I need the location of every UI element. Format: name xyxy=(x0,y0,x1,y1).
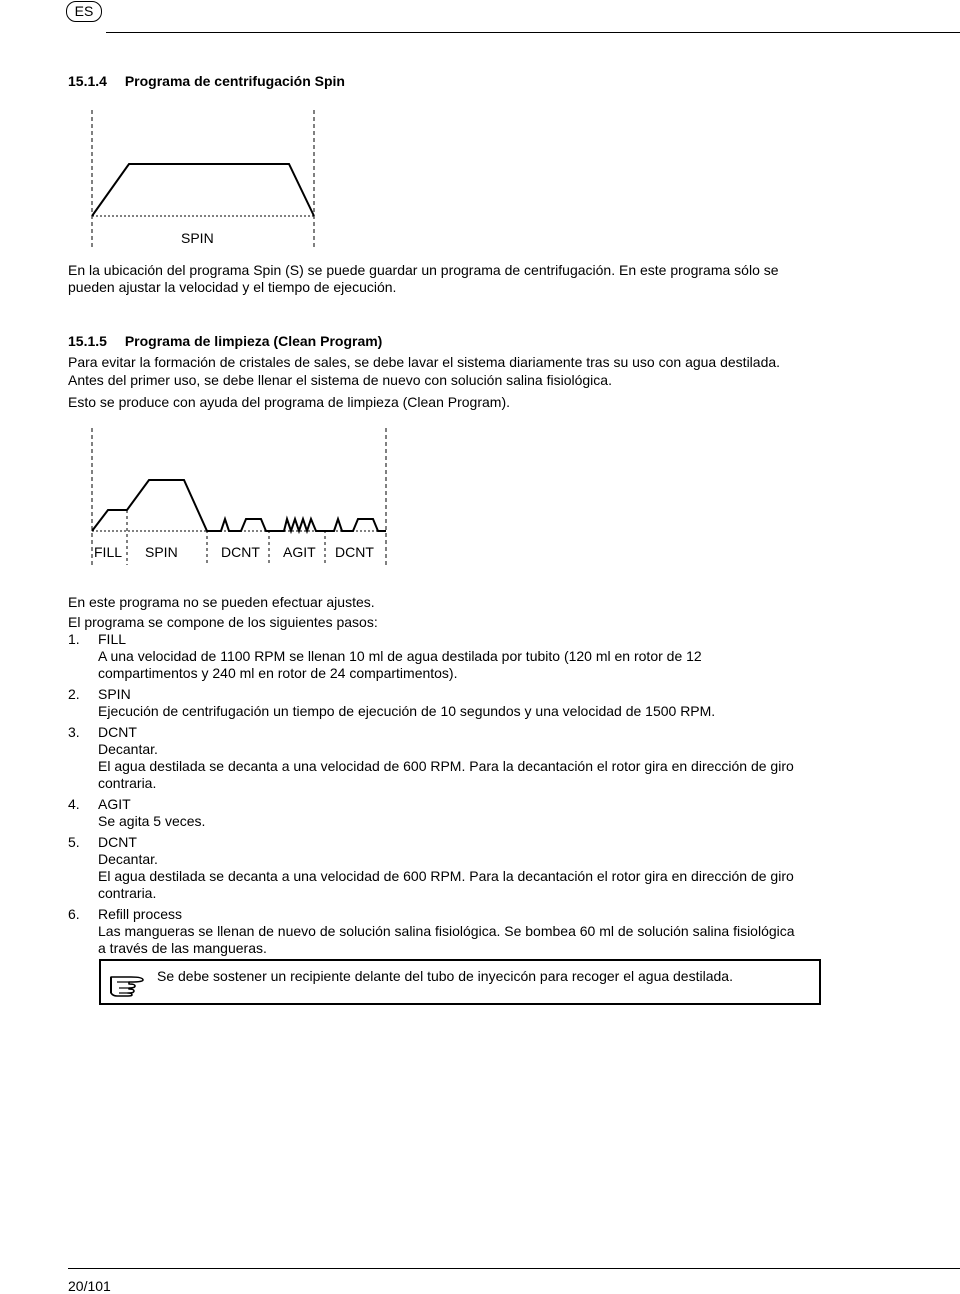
header-rule xyxy=(106,32,960,33)
section-2-line-1: Para evitar la formación de cristales de sales, se debe lavar el sistema diariamente tras su uso con agua destilada. xyxy=(68,354,781,370)
section-1-paragraph xyxy=(68,262,779,296)
section-2-line-3: Esto se produce con ayuda del programa de limpieza (Clean Program). xyxy=(68,394,511,410)
spin-program-diagram xyxy=(0,105,400,255)
dcnt-label-1: DCNT xyxy=(221,544,260,560)
step-title: DCNT xyxy=(98,834,137,850)
steps-intro-text: El programa se compone de los siguientes pasos: xyxy=(68,614,378,630)
agit-label: AGIT xyxy=(283,544,316,560)
step-line: contraria. xyxy=(98,885,157,901)
step-line: Decantar. xyxy=(98,741,158,757)
section-2-number: 15.1.5 xyxy=(68,333,107,349)
step-title: SPIN xyxy=(98,686,131,702)
spin-speed-profile xyxy=(92,164,314,216)
step-line: compartimentos y 240 ml en rotor de 24 compartimentos). xyxy=(98,665,458,681)
note-box xyxy=(99,959,821,1005)
section-1-title: Programa de centrifugación Spin xyxy=(124,73,345,89)
step-number: 1. xyxy=(68,631,80,647)
step-line: a través de las mangueras. xyxy=(98,940,267,956)
footer-rule xyxy=(68,1268,960,1269)
step-3 xyxy=(68,724,828,792)
step-1 xyxy=(68,631,828,682)
step-2 xyxy=(68,686,828,720)
step-4 xyxy=(68,796,828,830)
section-2-intro xyxy=(68,354,780,411)
steps-list xyxy=(68,631,828,961)
no-settings-text: En este programa no se pueden efectuar ajustes. xyxy=(68,594,375,610)
step-line: El agua destilada se decanta a una velocidad de 600 RPM. Para la decantación el rotor gira en dirección de giro xyxy=(98,868,794,884)
step-line: Las mangueras se llenan de nuevo de solución salina fisiológica. Se bombea 60 ml de solución salina fisiológica xyxy=(98,923,795,939)
step-number: 2. xyxy=(68,686,80,702)
step-number: 4. xyxy=(68,796,80,812)
dcnt-label-2: DCNT xyxy=(335,544,374,560)
section-2-after-diagram xyxy=(68,594,378,631)
section-2-heading xyxy=(68,333,382,349)
step-title: AGIT xyxy=(98,796,131,812)
section-1-line-1: En la ubicación del programa Spin (S) se puede guardar un programa de centrifugación. En este programa sólo se xyxy=(68,262,779,278)
step-5 xyxy=(68,834,828,902)
step-title: Refill process xyxy=(98,906,183,922)
pointing-hand-icon xyxy=(109,969,145,997)
step-line: El agua destilada se decanta a una velocidad de 600 RPM. Para la decantación el rotor gira en dirección de giro xyxy=(98,758,794,774)
fill-label: FILL xyxy=(94,544,123,560)
section-1-heading xyxy=(68,73,345,89)
step-number: 3. xyxy=(68,724,80,740)
step-6 xyxy=(68,906,828,957)
step-number: 5. xyxy=(68,834,80,850)
step-title: FILL xyxy=(98,631,127,647)
spin-label: SPIN xyxy=(145,544,178,560)
step-line: contraria. xyxy=(98,775,157,791)
step-title: DCNT xyxy=(98,724,137,740)
clean-program-speed-profile xyxy=(92,480,386,531)
step-line: Decantar. xyxy=(98,851,158,867)
page-number: 20/101 xyxy=(68,1278,111,1294)
language-badge: ES xyxy=(66,1,102,22)
step-number: 6. xyxy=(68,906,80,922)
note-text: Se debe sostener un recipiente delante del tubo de inyecicón para recoger el agua destilada. xyxy=(157,968,733,984)
clean-program-diagram xyxy=(0,425,420,575)
step-line: Ejecución de centrifugación un tiempo de ejecución de 10 segundos y una velocidad de 1500 RPM. xyxy=(98,703,716,719)
section-1-line-2: pueden ajustar la velocidad y el tiempo de ejecución. xyxy=(68,279,397,295)
section-2-line-2: Antes del primer uso, se debe llenar el sistema de nuevo con solución salina fisiológica. xyxy=(68,372,612,388)
step-line: Se agita 5 veces. xyxy=(98,813,206,829)
step-line: A una velocidad de 1100 RPM se llenan 10 ml de agua destilada por tubito (120 ml en rotor de 12 xyxy=(98,648,702,664)
section-1-number: 15.1.4 xyxy=(68,73,107,89)
section-2-title: Programa de limpieza (Clean Program) xyxy=(124,333,383,349)
spin-diagram-label: SPIN xyxy=(181,230,214,246)
